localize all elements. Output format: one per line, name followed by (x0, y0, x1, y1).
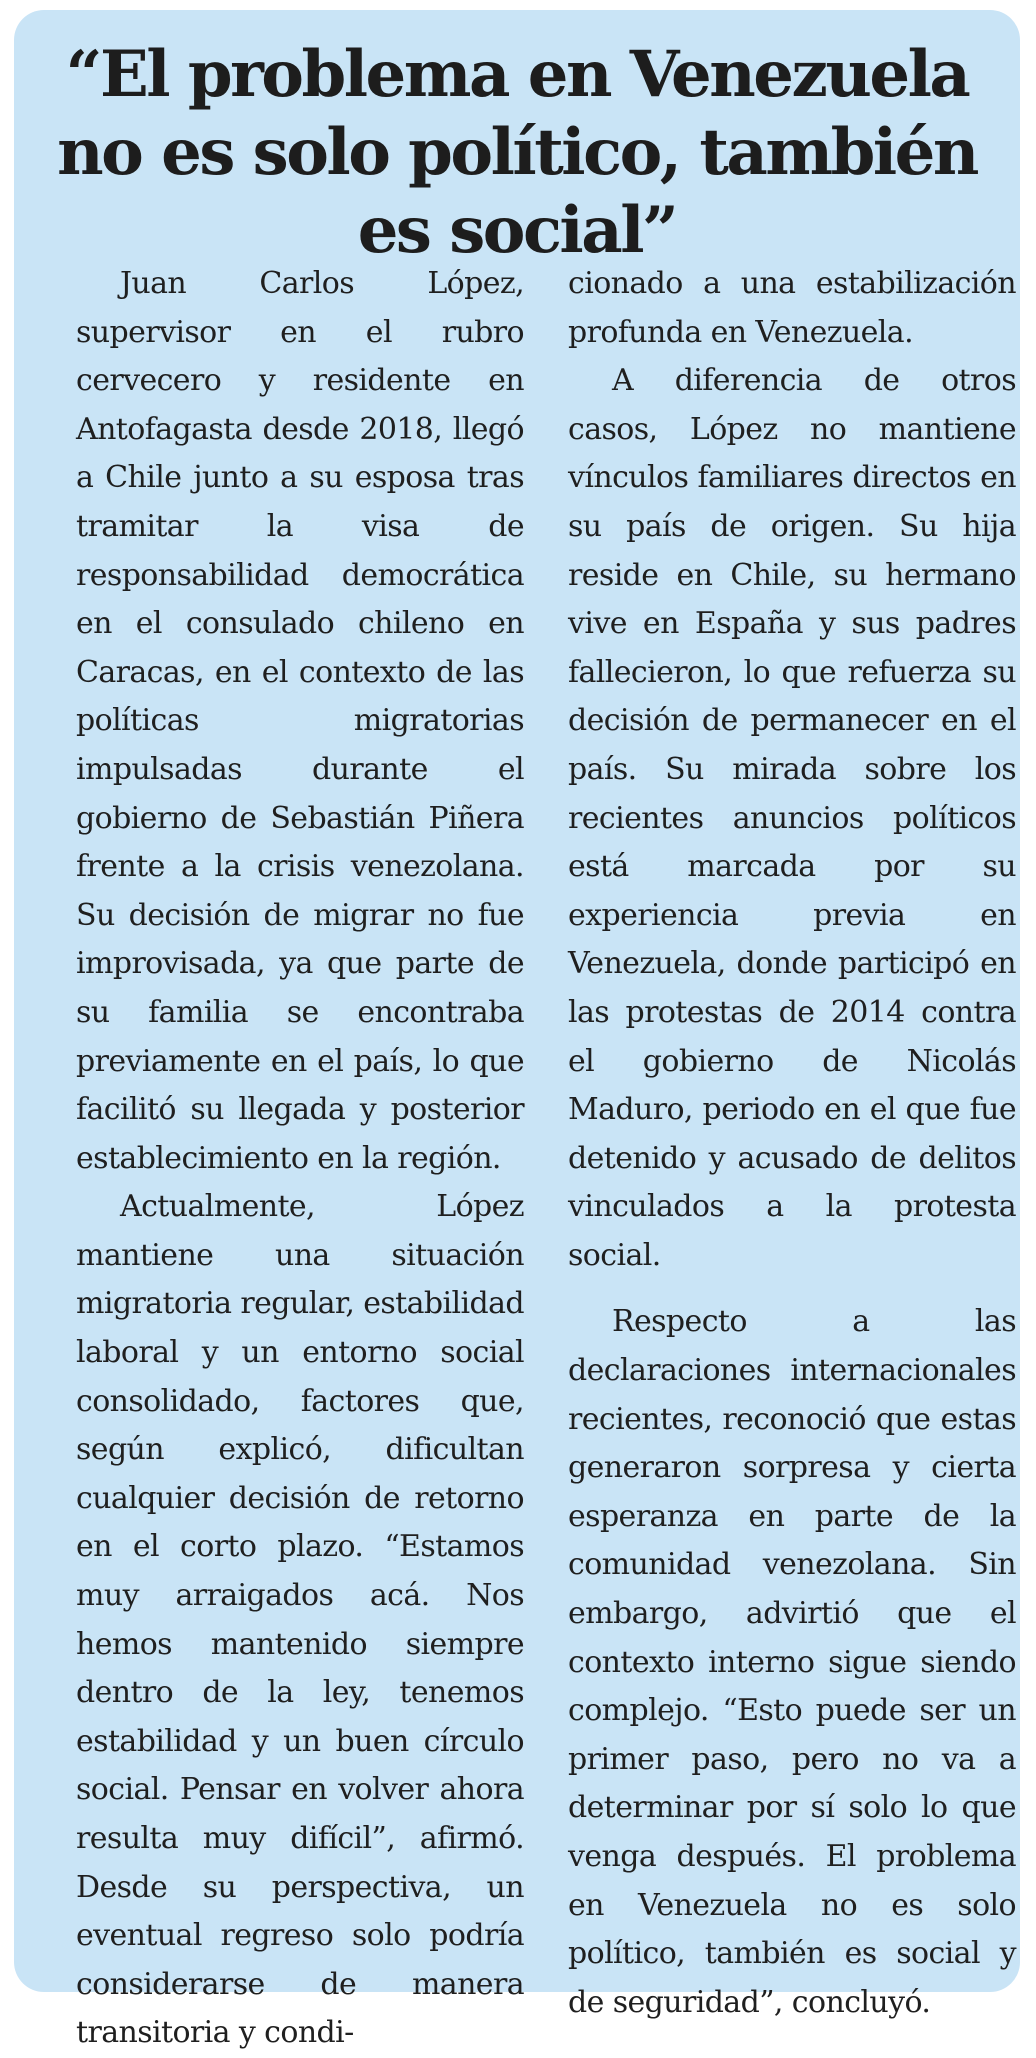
paragraph-current-situation: Actualmente, López mantiene una situación migratoria regular, estabilidad laboral y un entorno social consolidado, factores que, según explicó, dificultan cualquier decisión de retorno en el corto plazo. “Estamos muy arraigados acá. Nos hemos mantenido siempre dentro de la ley, tenemos estabilidad y un buen círculo social. Pensar en volver ahora resulta muy difícil”, afirmó. Desde su perspectiva, un eventual regreso solo podría considerarse de manera transitoria y condi- (76, 1189, 524, 2051)
paragraph-continuation: cionado a una estabilización profunda en Venezuela. (568, 266, 1016, 350)
right-column (568, 260, 1016, 2058)
left-column (76, 260, 524, 2058)
paragraph-intro: Juan Carlos López, supervisor en el rubro cervecero y residente en Antofagasta desde 2018, llegó a Chile junto a su esposa tras tramitar la visa de responsabilidad democrática en el consulado chileno en Caracas, en el contexto de las políticas migratorias impulsadas durante el gobierno de Sebastián Piñera frente a la crisis venezolana. Su decisión de migrar no fue improvisada, ya que parte de su familia se encontraba previamente en el país, lo que facilitó su llegada y posterior establecimiento en la región. (76, 266, 524, 1176)
paragraph-family: A diferencia de otros casos, López no mantiene vínculos familiares directos en su país de origen. Su hija reside en Chile, su hermano vive en España y sus padres fallecieron, lo que refuerza su decisión de permanecer en el país. Su mirada sobre los recientes anuncios políticos está marcada por su experiencia previa en Venezuela, donde participó en las protestas de 2014 contra el gobierno de Nicolás Maduro, periodo en el que fue detenido y acusado de delitos vinculados a la protesta social. (568, 363, 1016, 1273)
article-card (14, 10, 1020, 2051)
article-body (76, 260, 1016, 2058)
paragraph-declarations: Respecto a las declaraciones internacionales recientes, reconoció que estas generaron sorpresa y cierta esperanza en parte de la comunidad venezolana. Sin embargo, advirtió que el contexto interno sigue siendo complejo. “Esto puede ser un primer paso, pero no va a determinar por sí solo lo que venga después. El problema en Venezuela no es solo político, también es social y de seguridad”, concluyó. (568, 1304, 1016, 2020)
article-headline: “El problema en Venezuela no es solo político, también es social” (57, 37, 977, 268)
